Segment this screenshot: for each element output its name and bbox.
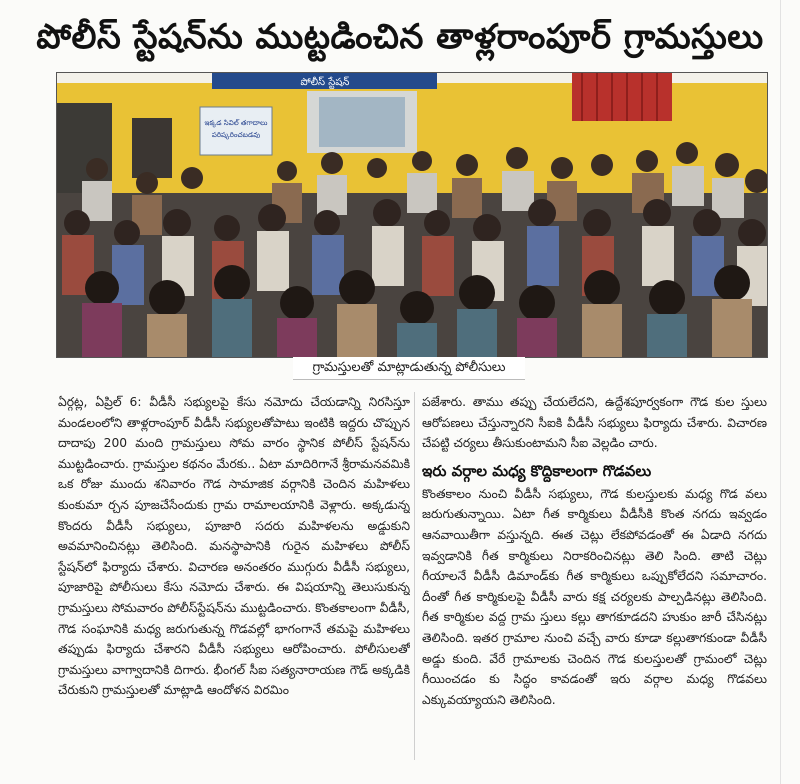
article-body-right-part2: కొంతకాలం నుంచి వీడీసీ సభ్యులు, గౌడ కులస్తులకు మధ్య గొడ వలు జరుగుతున్నాయి. ఏటా గీత కార్మికులు వీడీసీకి కొంత నగదు ఇవ్వడం ఆనవాయితీగా వస్తున్నది. ఈత చెట్లు లేకపోవడంతో ఈ ఏడాది నగదు ఇవ్వడానికి గీత కార్మికులు నిరాకరించినట్లు తెలి సింది. తాటి చెట్లు గీయాలనే వీడీసీ డిమాండ్‌కు గీత కార్మికులు ఒప్పుకోలేదని సమాచారం. దీంతో గీత కార్మికులపై వీడీసీ వారు కక్ష చర్యలకు పాల్పడినట్లు తెలిసింది. గీత కార్మికుల వద్ద గ్రామ స్తులు కల్లు తాగకూడదని హుకుం జారీ చేసినట్లు తెలిసింది. ఇతర గ్రామాల నుంచి వచ్చే వారు కూడా కల్లుతాగకుండా వీడీసీ అడ్డు కుంది. వేరే గ్రామాలకు చెందిన గౌడ కులస్తులతో గ్రామంలో చెట్లు గీయించడం కు సిద్ధం కావడంతో ఇరు వర్గాల మధ్య గొడవలు ఎక్కువయ్యాయని తెలిసింది. xyxy=(422,486,767,707)
article-subheading: ఇరు వర్గాల మధ్య కొద్దికాలంగా గొడవలు xyxy=(422,461,652,480)
article-column-right xyxy=(422,392,767,764)
notice-sign-line2: పరిష్కరించబడవు xyxy=(211,131,261,139)
photo-caption: గ్రామస్తులతో మాట్లాడుతున్న పోలీసులు xyxy=(293,357,525,380)
article-body-right-part1: పజేశారు. తాము తప్పు చేయలేదని, ఉద్దేశపూర్వకంగా గౌడ కుల స్తులు ఆరోపణలు చేస్తున్నారని సీఐకి వీడీసీ సభ్యులు ఫిర్యాదు చేశారు. విచారణ చేపట్టి చర్యలు తీసుకుంటామని సీఐ వెల్లడిం చారు. xyxy=(422,395,767,451)
page-edge-rule xyxy=(780,0,781,784)
article-body-left: ఏర్గట్ల, ఏప్రిల్ 6: వీడీసీ సభ్యులపై కేసు నమోదు చేయడాన్ని నిరసిస్తూ మండలంలోని తాళ్లరాంపూర్ వీడీసీ సభ్యులతోపాటు ఇంటికి ఇద్దరు చొప్పున దాదాపు 200 మంది గ్రామస్తులు సోమ వారం స్థానిక పోలీస్ స్టేషన్‌ను ముట్టడించారు. గ్రామస్తుల కథనం మేరకు.. ఏటా మాదిరిగానే శ్రీరామనవమికి ఒక రోజు ముందు శనివారం గౌడ సామాజిక వర్గానికి చెందిన మహిళలు కుంకుమా ర్చన పూజచేసేందుకు గ్రామ రామాలయానికి వెళ్లారు. అక్కడున్న కొందరు వీడీసీ సభ్యులు, పూజారి సదరు మహిళలను అడ్డుకుని అవమానించినట్లు తెలిసింది. మనస్థాపానికి గురైన మహిళలు పోలీస్ స్టేషన్‌లో ఫిర్యాదు చేశారు. విచారణ అనంతరం ముగ్గురు వీడీసీ సభ్యులు, పూజారిపై పోలీసులు కేసు నమోదు చేశారు. ఈ విషయాన్ని తెలుసుకున్న గ్రామస్తులు సోమవారం పోలీస్‌స్టేషన్‌ను ముట్టడించారు. కొంతకాలంగా వీడీసీ, గౌడ సంఘానికి మధ్య జరుగుతున్న గొడవల్లో భాగంగానే తమపై మహిళలు తప్పుడు ఫిర్యాదు చేశారని వీడీసీ సభ్యులు ఆరోపించారు. పోలీసులతో గ్రామస్తులు వాగ్వాదానికి దిగారు. భీంగల్ సీఐ సత్యనారాయణ గౌడ్ అక్కడికి చేరుకుని గ్రామస్తులతో మాట్లాడి ఆందోళన విరమిం xyxy=(58,395,410,698)
column-divider xyxy=(414,392,415,760)
article-column-left xyxy=(58,392,410,764)
station-banner-text: పోలీస్ స్టేషన్ xyxy=(300,77,350,88)
notice-sign-line1: ఇక్కడ సివిల్ తగాదాలు xyxy=(204,119,268,127)
article-headline: పోలీస్ స్టేషన్‌ను ముట్టడించిన తాళ్లరాంపూర్ గ్రామస్తులు xyxy=(36,17,764,57)
crowd-photo-illustration xyxy=(57,73,767,357)
news-photo xyxy=(56,72,768,358)
